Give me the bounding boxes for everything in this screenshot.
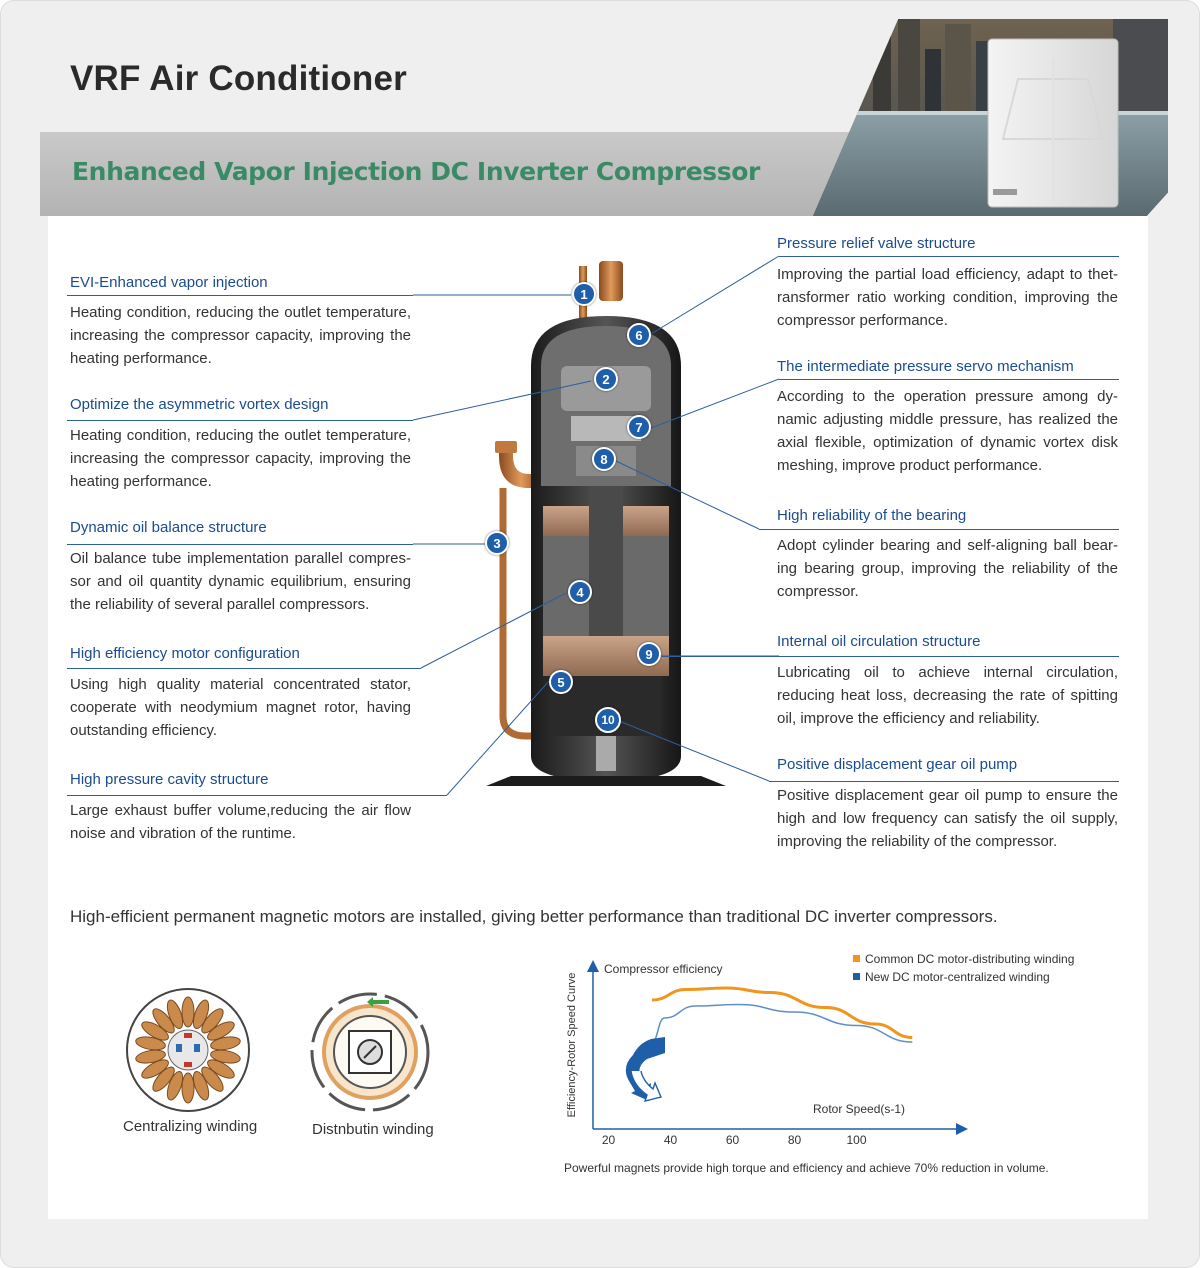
outdoor-unit-photo — [813, 19, 1168, 216]
feature-rule — [67, 420, 413, 421]
efficiency-chart — [561, 949, 1101, 1149]
legend-swatch-2 — [853, 973, 860, 980]
chart-x-tick-label: 100 — [846, 1133, 867, 1147]
chart-title: Compressor efficiency — [604, 962, 723, 976]
legend-swatch-1 — [853, 955, 860, 962]
feature-description-vortex: Heating condition, reducing the outlet temperature, increasing the compressor capacity, improving the heating performance. — [70, 427, 411, 490]
feature-title-motor: High efficiency motor configuration — [70, 645, 300, 662]
section-banner-title: Enhanced Vapor Injection DC Inverter Compressor — [72, 157, 760, 186]
callout-badge-2: 2 — [594, 367, 618, 391]
callout-badge-8: 8 — [592, 447, 616, 471]
feature-title-vortex: Optimize the asymmetric vortex design — [70, 396, 329, 413]
chart-x-tick-label: 20 — [601, 1133, 616, 1147]
feature-title-evi: EVI-Enhanced vapor injection — [70, 274, 268, 291]
feature-title-servo: The intermediate pressure servo mechanism — [777, 358, 1074, 375]
callout-badge-9: 9 — [637, 642, 661, 666]
feature-rule — [661, 656, 1119, 657]
callout-badge-3: 3 — [485, 531, 509, 555]
chart-x-label: Rotor Speed(s-1) — [813, 1102, 906, 1116]
chart-x-tick-label: 80 — [787, 1133, 802, 1147]
motors-note: High-efficient permanent magnetic motors are installed, giving better performance than traditional DC inverter compressors. — [70, 907, 998, 926]
legend-label-1: Common DC motor-distributing winding — [865, 952, 1075, 966]
feature-description-evi: Heating condition, reducing the outlet temperature, increasing the compressor capacity, improving the heating performance. — [70, 304, 411, 367]
page-title: VRF Air Conditioner — [70, 59, 407, 98]
feature-rule — [67, 295, 413, 296]
feature-rule — [779, 379, 1119, 380]
callout-badge-4: 4 — [568, 580, 592, 604]
centralizing-winding-diagram — [125, 987, 251, 1113]
feature-description-bearing: Adopt cylinder bearing and self-aligning ball bear-ing bearing group, improving the reliability of the compressor. — [777, 537, 1118, 600]
winding-coil — [182, 997, 194, 1027]
feature-description-oil-balance: Oil balance tube implementation parallel compres-sor and oil quantity dynamic equilibrium, ensuring the reliability of several parallel compressors. — [70, 550, 411, 613]
feature-title-cavity: High pressure cavity structure — [70, 771, 269, 788]
chart-x-tick-label: 60 — [725, 1133, 740, 1147]
feature-title-bearing: High reliability of the bearing — [777, 507, 967, 524]
callout-badge-10: 10 — [595, 707, 621, 733]
chart-x-tick-label: 40 — [663, 1133, 678, 1147]
feature-description-motor: Using high quality material concentrated stator, cooperate with neodymium magnet rotor, having outstanding efficiency. — [70, 676, 411, 739]
feature-description-oil-pump: Positive displacement gear oil pump to ensure the high and low frequency can satisfy the oil supply, improving the reliability of the compressor. — [777, 787, 1118, 850]
feature-description-servo: According to the operation pressure among dy-namic adjusting middle pressure, has realized the axial flexible, optimization of dynamic vortex disk meshing, improve product performance. — [777, 388, 1118, 474]
feature-title-oil-balance: Dynamic oil balance structure — [70, 519, 267, 536]
legend-label-2: New DC motor-centralized winding — [865, 970, 1050, 984]
distributing-winding-label: Distnbutin winding — [312, 1121, 434, 1138]
callout-badge-5: 5 — [549, 670, 573, 694]
feature-rule — [759, 529, 1119, 530]
chart-caption: Powerful magnets provide high torque and efficiency and achieve 70% reduction in volume. — [564, 1161, 1049, 1175]
distributing-winding-diagram — [309, 991, 431, 1113]
feature-rule — [67, 544, 413, 545]
callout-badge-6: 6 — [627, 323, 651, 347]
chart-series-line-1 — [652, 988, 912, 1038]
feature-rule — [67, 668, 421, 669]
winding-coil — [182, 1073, 194, 1103]
callout-badge-1: 1 — [572, 282, 596, 306]
feature-rule — [769, 781, 1119, 782]
feature-description-cavity: Large exhaust buffer volume,reducing the air flow noise and vibration of the runtime. — [70, 802, 411, 842]
feature-rule — [779, 256, 1119, 257]
chart-y-label: Efficiency-Rotor Speed Curve — [566, 972, 578, 1118]
feature-description-relief-valve: Improving the partial load efficiency, adapt to thet-ransformer ratio working condition, improving the compressor performance. — [777, 266, 1118, 329]
feature-title-relief-valve: Pressure relief valve structure — [777, 235, 976, 252]
centralizing-winding-label: Centralizing winding — [123, 1118, 258, 1135]
feature-title-oil-circulation: Internal oil circulation structure — [777, 633, 981, 650]
feature-title-oil-pump: Positive displacement gear oil pump — [777, 756, 1018, 773]
feature-rule — [67, 795, 447, 796]
callout-badge-7: 7 — [627, 415, 651, 439]
feature-description-oil-circulation: Lubricating oil to achieve internal circulation, reducing heat loss, decreasing the rate of spitting oil, improve the efficiency and reliability. — [777, 664, 1118, 727]
